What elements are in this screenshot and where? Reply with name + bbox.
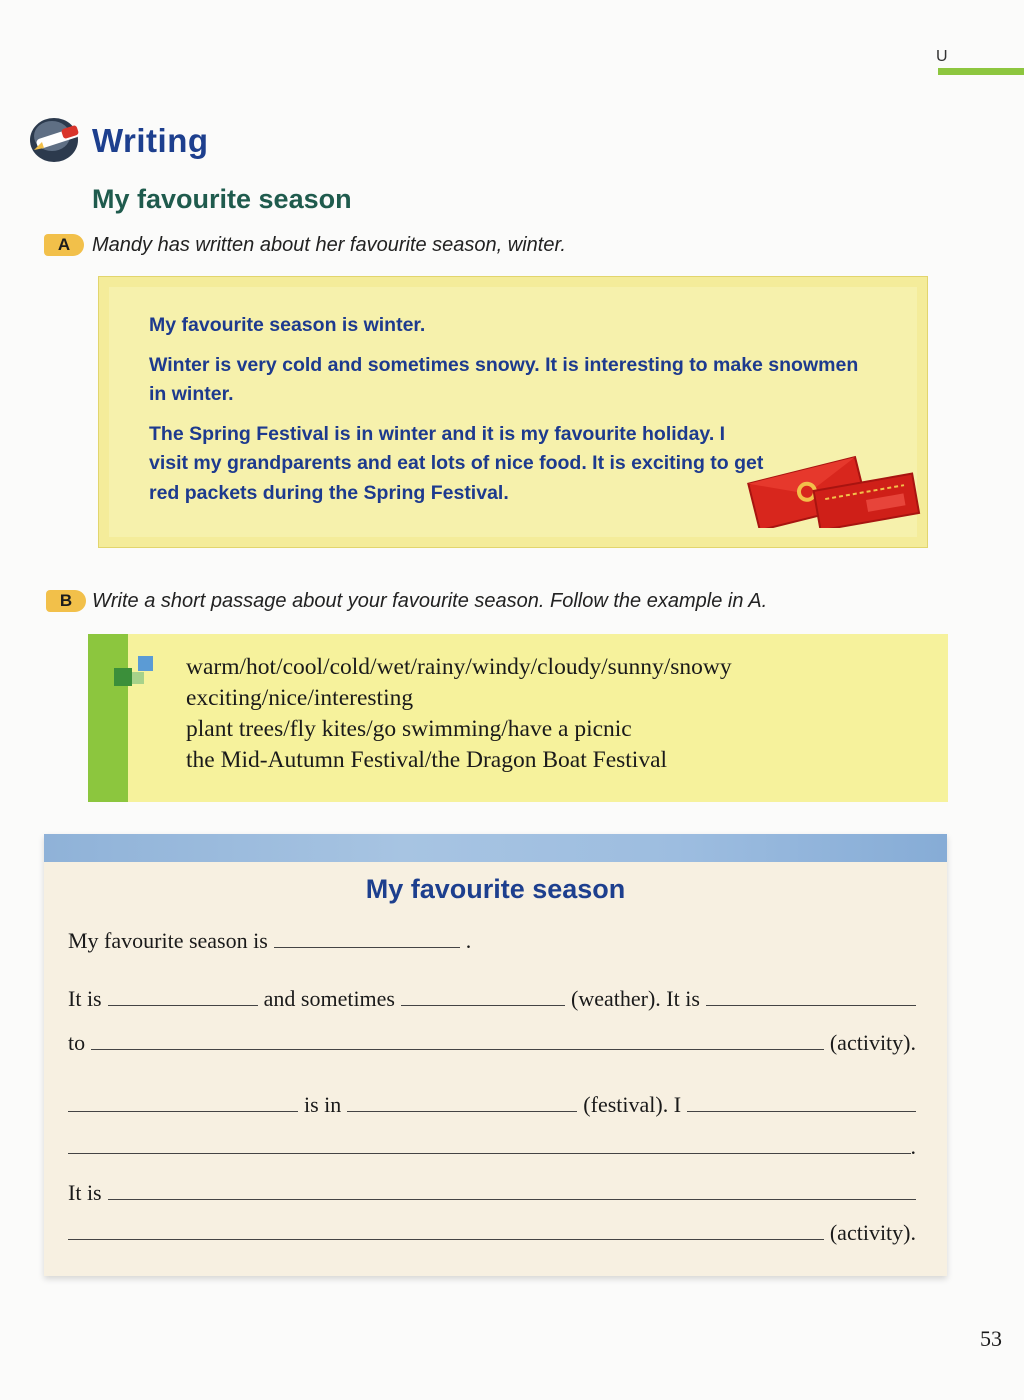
- template-line-3: [68, 1030, 916, 1056]
- part-a-instruction: Mandy has written about her favourite season, winter.: [92, 234, 566, 256]
- word-bank-strip: [88, 634, 128, 802]
- sample-paragraph-1: My favourite season is winter.: [149, 314, 426, 336]
- template-title: My favourite season: [365, 874, 626, 904]
- sample-paragraph-3: The Spring Festival is in winter and it is my favourite holiday. I visit my grandparents and eat lots of nice food. It is exciting to get red packets during the Spring Festival.: [149, 422, 764, 504]
- writing-template-card: [44, 834, 947, 1276]
- template-text: (weather). It is: [571, 986, 700, 1011]
- part-b-instruction: Write a short passage about your favourite season. Follow the example in A.: [92, 590, 768, 612]
- template-text: It is: [68, 986, 102, 1011]
- decorative-square: [132, 672, 144, 684]
- page-number: 53: [980, 1326, 1002, 1351]
- blank-festival-name[interactable]: [68, 1095, 298, 1112]
- template-text: It is: [68, 1180, 102, 1205]
- part-a-badge: A: [44, 234, 84, 256]
- blank-activity-2[interactable]: [68, 1223, 824, 1240]
- template-text: and sometimes: [263, 986, 395, 1011]
- blank-weather-2[interactable]: [401, 989, 565, 1006]
- card-header-band: [44, 834, 947, 862]
- blank-feeling[interactable]: [108, 1183, 916, 1200]
- template-line-5: [68, 1134, 916, 1160]
- word-bank-item: warm/hot/cool/cold/wet/rainy/windy/cloudy/sunny/snowy: [186, 654, 732, 680]
- template-text: My favourite season is: [68, 928, 268, 953]
- sample-paragraph-2: Winter is very cold and sometimes snowy. It is interesting to make snowmen in winter.: [149, 353, 859, 405]
- template-line-6: [68, 1180, 916, 1206]
- word-bank-item: the Mid-Autumn Festival/the Dragon Boat Festival: [186, 747, 668, 773]
- template-text: (activity).: [829, 1220, 916, 1245]
- template-text: .: [910, 1134, 916, 1159]
- blank-festival-season[interactable]: [347, 1095, 577, 1112]
- section-subtitle: My favourite season: [92, 184, 352, 214]
- word-bank-item: plant trees/fly kites/go swimming/have a picnic: [186, 716, 632, 742]
- template-line-7: [68, 1220, 916, 1246]
- template-line-2: [68, 986, 916, 1012]
- template-line-1: [68, 928, 916, 954]
- template-text: (festival). I: [583, 1092, 682, 1117]
- template-text: to: [68, 1030, 86, 1055]
- blank-sentence[interactable]: [68, 1137, 911, 1154]
- template-text: (activity).: [829, 1030, 916, 1055]
- pen-icon: [28, 112, 84, 166]
- template-text: is in: [304, 1092, 342, 1117]
- part-b-badge: B: [46, 590, 86, 612]
- word-bank-item: exciting/nice/interesting: [186, 685, 414, 711]
- blank-festival-activity[interactable]: [687, 1095, 916, 1112]
- template-line-4: [68, 1092, 916, 1118]
- word-bank-box: [88, 634, 948, 802]
- blank-weather-1[interactable]: [108, 989, 258, 1006]
- unit-tab-label: U: [936, 48, 948, 65]
- blank-season[interactable]: [274, 931, 460, 948]
- red-packets-illustration: [746, 452, 922, 528]
- blank-adjective[interactable]: [706, 989, 916, 1006]
- section-title: Writing: [92, 122, 209, 159]
- decorative-square: [114, 668, 132, 686]
- decorative-square: [138, 656, 153, 671]
- blank-activity-1[interactable]: [91, 1033, 824, 1050]
- word-bank-list: [186, 652, 732, 776]
- template-text: .: [465, 928, 472, 953]
- unit-tab-bar: [938, 68, 1024, 75]
